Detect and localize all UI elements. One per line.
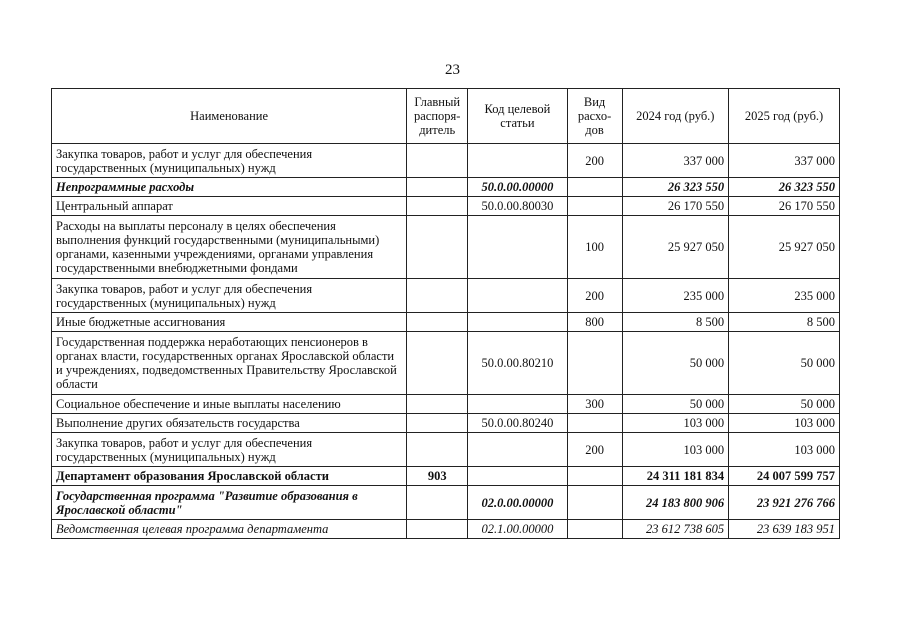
table-row [52, 433, 840, 467]
cell-manager [407, 414, 468, 433]
table-row [52, 332, 840, 395]
cell-type: 100 [567, 216, 622, 279]
header-code: Код целевой статьи [468, 89, 567, 144]
cell-2024: 23 612 738 605 [622, 520, 729, 539]
cell-type: 200 [567, 144, 622, 178]
cell-2025: 235 000 [729, 279, 840, 313]
cell-type: 300 [567, 395, 622, 414]
cell-type [567, 332, 622, 395]
header-2025: 2025 год (руб.) [729, 89, 840, 144]
cell-2024: 24 311 181 834 [622, 467, 729, 486]
cell-code [468, 433, 567, 467]
cell-2024: 8 500 [622, 313, 729, 332]
cell-code [468, 144, 567, 178]
cell-2025: 25 927 050 [729, 216, 840, 279]
cell-code: 50.0.00.00000 [468, 178, 567, 197]
cell-manager [407, 178, 468, 197]
cell-code: 50.0.00.80240 [468, 414, 567, 433]
cell-type: 200 [567, 279, 622, 313]
cell-2024: 235 000 [622, 279, 729, 313]
cell-manager [407, 332, 468, 395]
header-type: Вид расхо-дов [567, 89, 622, 144]
cell-2024: 25 927 050 [622, 216, 729, 279]
cell-2025: 337 000 [729, 144, 840, 178]
cell-type: 800 [567, 313, 622, 332]
cell-2025: 26 323 550 [729, 178, 840, 197]
cell-name: Ведомственная целевая программа департамента [52, 520, 407, 539]
cell-manager [407, 395, 468, 414]
cell-2024: 103 000 [622, 433, 729, 467]
cell-code [468, 216, 567, 279]
cell-name: Департамент образования Ярославской области [52, 467, 407, 486]
table-row [52, 520, 840, 539]
cell-2024: 26 170 550 [622, 197, 729, 216]
cell-type [567, 520, 622, 539]
cell-code: 02.0.00.00000 [468, 486, 567, 520]
cell-manager [407, 197, 468, 216]
table-row [52, 216, 840, 279]
cell-2025: 103 000 [729, 433, 840, 467]
cell-2024: 26 323 550 [622, 178, 729, 197]
cell-code [468, 467, 567, 486]
table-row [52, 313, 840, 332]
cell-name: Непрограммные расходы [52, 178, 407, 197]
table-row [52, 279, 840, 313]
cell-manager [407, 313, 468, 332]
table-header-row [52, 89, 840, 144]
cell-manager [407, 433, 468, 467]
cell-type [567, 414, 622, 433]
header-manager: Главный распоря-дитель [407, 89, 468, 144]
cell-name: Социальное обеспечение и иные выплаты населению [52, 395, 407, 414]
cell-2024: 50 000 [622, 395, 729, 414]
table-row [52, 144, 840, 178]
cell-name: Выполнение других обязательств государства [52, 414, 407, 433]
cell-2024: 337 000 [622, 144, 729, 178]
table-row [52, 395, 840, 414]
table-row [52, 414, 840, 433]
cell-type [567, 197, 622, 216]
cell-name: Закупка товаров, работ и услуг для обеспечения государственных (муниципальных) нужд [52, 279, 407, 313]
cell-2024: 103 000 [622, 414, 729, 433]
cell-code: 50.0.00.80030 [468, 197, 567, 216]
cell-type [567, 486, 622, 520]
cell-2024: 50 000 [622, 332, 729, 395]
cell-2025: 50 000 [729, 332, 840, 395]
cell-name: Иные бюджетные ассигнования [52, 313, 407, 332]
cell-manager [407, 520, 468, 539]
cell-code: 02.1.00.00000 [468, 520, 567, 539]
cell-code [468, 395, 567, 414]
table-row [52, 486, 840, 520]
cell-code [468, 279, 567, 313]
cell-2025: 103 000 [729, 414, 840, 433]
cell-type [567, 178, 622, 197]
cell-2025: 23 921 276 766 [729, 486, 840, 520]
cell-2025: 23 639 183 951 [729, 520, 840, 539]
header-name: Наименование [52, 89, 407, 144]
page-number: 23 [445, 62, 460, 78]
cell-code [468, 313, 567, 332]
cell-name: Закупка товаров, работ и услуг для обеспечения государственных (муниципальных) нужд [52, 433, 407, 467]
cell-type [567, 467, 622, 486]
cell-name: Государственная поддержка неработающих пенсионеров в органах власти, государственных органах Ярославской области и учреждениях, подведомственных Правительству Ярославской области [52, 332, 407, 395]
cell-name: Государственная программа "Развитие образования в Ярославской области" [52, 486, 407, 520]
cell-type: 200 [567, 433, 622, 467]
cell-manager [407, 279, 468, 313]
cell-manager [407, 216, 468, 279]
cell-2025: 24 007 599 757 [729, 467, 840, 486]
cell-manager [407, 486, 468, 520]
cell-2025: 26 170 550 [729, 197, 840, 216]
cell-code: 50.0.00.80210 [468, 332, 567, 395]
budget-table [51, 88, 840, 539]
cell-2024: 24 183 800 906 [622, 486, 729, 520]
header-2024: 2024 год (руб.) [622, 89, 729, 144]
cell-name: Расходы на выплаты персоналу в целях обеспечения выполнения функций государственными (муниципальными) органами, казенными учреждениями, органами управления государственными внебюджетными фондами [52, 216, 407, 279]
table-row [52, 197, 840, 216]
cell-name: Центральный аппарат [52, 197, 407, 216]
table-row [52, 467, 840, 486]
cell-2025: 8 500 [729, 313, 840, 332]
cell-manager [407, 144, 468, 178]
table-row [52, 178, 840, 197]
cell-name: Закупка товаров, работ и услуг для обеспечения государственных (муниципальных) нужд [52, 144, 407, 178]
cell-2025: 50 000 [729, 395, 840, 414]
cell-manager: 903 [407, 467, 468, 486]
